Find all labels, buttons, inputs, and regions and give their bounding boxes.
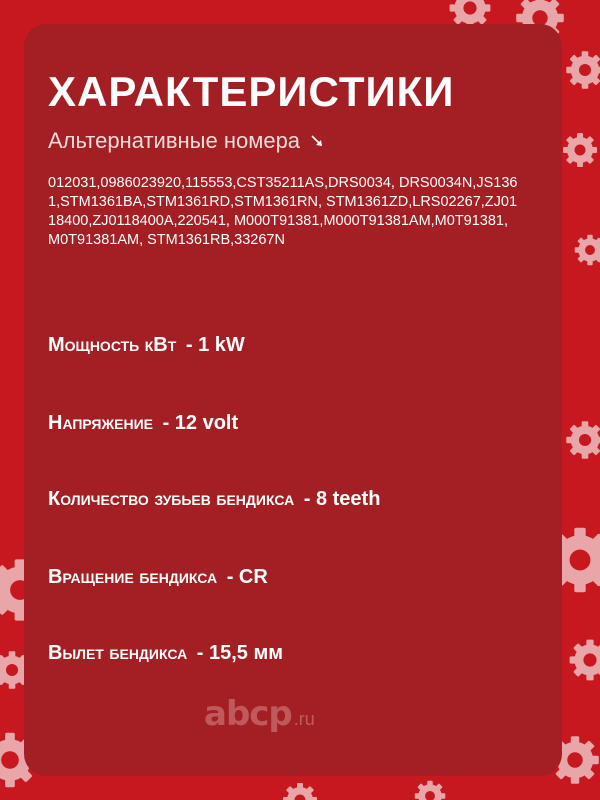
spec-overhang-label: Вылет бендикса — [48, 642, 188, 664]
gear-icon — [570, 640, 600, 681]
spec-overhang-value: - 15,5 мм — [196, 642, 284, 664]
gear-icon — [566, 51, 600, 88]
spec-rotation — [48, 566, 268, 589]
specs-card — [24, 24, 562, 776]
alt-numbers-heading — [48, 128, 324, 154]
arrow-down-right-icon — [310, 134, 324, 148]
gear-icon — [415, 781, 446, 800]
spec-rotation-value: - CR — [226, 566, 268, 588]
spec-overhang — [48, 642, 283, 665]
spec-power-value: - 1 kW — [185, 334, 245, 356]
watermark-main: abcp — [204, 694, 292, 734]
alt-numbers-heading-label: Альтернативные номера — [48, 128, 301, 153]
gear-icon — [566, 421, 600, 458]
spec-teeth — [48, 488, 380, 511]
spec-power-label: Мощность кВт — [48, 334, 177, 356]
spec-teeth-value: - 8 teeth — [303, 488, 381, 510]
spec-rotation-label: Вращение бендикса — [48, 566, 218, 588]
spec-power — [48, 334, 245, 357]
gear-icon — [563, 133, 597, 167]
spec-voltage — [48, 412, 238, 435]
gear-icon — [283, 783, 317, 800]
watermark-tld: .ru — [293, 709, 315, 729]
spec-voltage-label: Напряжение — [48, 412, 153, 434]
watermark-logo — [204, 694, 315, 734]
spec-teeth-label: Количество зубьев бендикса — [48, 488, 295, 510]
gear-icon — [575, 235, 600, 266]
spec-voltage-value: - 12 volt — [162, 412, 239, 434]
page-title: ХАРАКТЕРИСТИКИ — [48, 68, 455, 115]
alt-numbers-list: 012031,0986023920,115553,CST35211AS,DRS0034, DRS0034N,JS1361,STM1361BA,STM1361RD,STM1361RN, STM1361ZD,LRS02267,ZJ0118400,ZJ0118400A,220541, M000T91381,M000T91381AM,M0T91381,M0T91381AM, STM1361RB,33267N — [48, 175, 518, 248]
